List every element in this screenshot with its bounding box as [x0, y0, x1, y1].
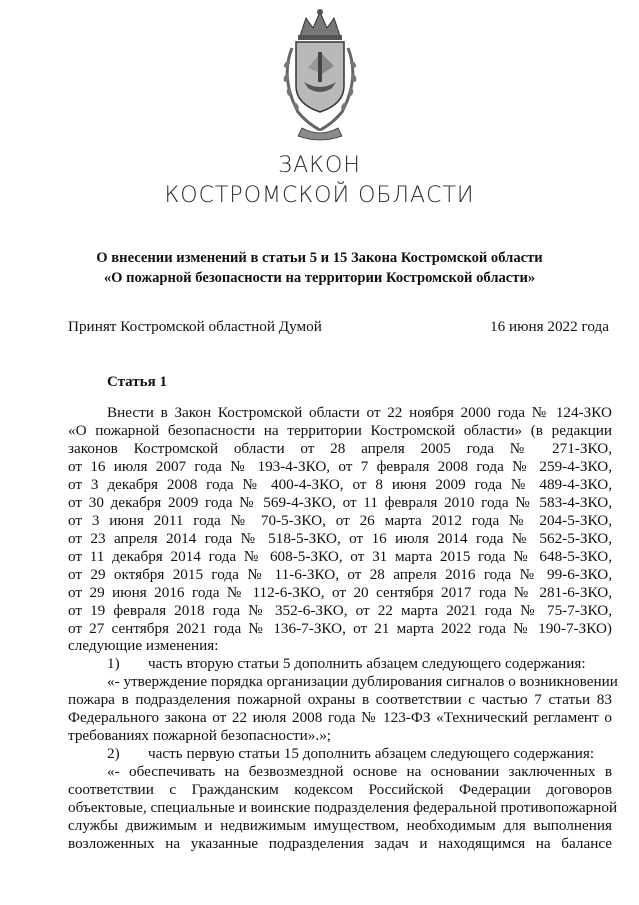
- article-text-line: от 27 сентября 2021 года № 136-7-ЗКО, от 21 марта 2022 года № 190-7-ЗКО): [68, 620, 612, 637]
- quote-line: «- обеспечивать на безвозмездной основе на основании заключенных в: [107, 763, 612, 780]
- article-text-line: следующие изменения:: [68, 637, 219, 654]
- item-text: часть первую статьи 15 дополнить абзацем следующего содержания:: [148, 745, 595, 762]
- quote-line: объектовые, специальные и воинские подразделения федеральной противопожарной: [68, 799, 618, 816]
- article-text-line: законов Костромской области от 28 апреля 2005 года № 271-ЗКО,: [68, 440, 612, 457]
- document-title-line-1: О внесении изменений в статьи 5 и 15 Закона Костромской области: [96, 250, 543, 266]
- article-text-line: Внести в Закон Костромской области от 22 ноября 2000 года № 124-ЗКО: [107, 404, 612, 421]
- quote-line: возложенных на указанные подразделения задач и находящимся на балансе: [68, 835, 612, 852]
- quote-line: Федерального закона от 22 июля 2008 года № 123-ФЗ «Технический регламент о: [68, 709, 612, 726]
- article-text-line: от 23 апреля 2014 года № 518-5-ЗКО, от 16 июля 2014 года № 562-5-ЗКО,: [68, 530, 612, 547]
- region-title: КОСТРОМСКОЙ ОБЛАСТИ: [164, 183, 475, 208]
- quote-line: требованиях пожарной безопасности».»;: [68, 727, 332, 744]
- item-text: часть вторую статьи 5 дополнить абзацем следующего содержания:: [148, 655, 586, 672]
- article-heading: Статья 1: [107, 374, 167, 390]
- item-number: 1): [107, 655, 120, 672]
- item-number: 2): [107, 745, 120, 762]
- article-text-line: от 3 июня 2011 года № 70-5-ЗКО, от 26 марта 2012 года № 204-5-ЗКО,: [68, 512, 612, 529]
- article-text-line: от 11 декабря 2014 года № 608-5-ЗКО, от 31 марта 2015 года № 648-5-ЗКО,: [68, 548, 612, 565]
- quote-line: пожара в подразделения пожарной охраны в соответствии с частью 7 статьи 83: [68, 691, 612, 708]
- article-text-line: от 30 декабря 2009 года № 569-4-ЗКО, от 11 февраля 2010 года № 583-4-ЗКО,: [68, 494, 612, 511]
- article-text-line: от 29 октября 2015 года № 11-6-ЗКО, от 28 апреля 2016 года № 99-6-ЗКО,: [68, 566, 612, 583]
- adoption-date: 16 июня 2022 года: [489, 318, 609, 335]
- quote-line: «- утверждение порядка организации дублирования сигналов о возникновении: [107, 673, 618, 690]
- article-text-line: от 16 июля 2007 года № 193-4-ЗКО, от 7 февраля 2008 года № 259-4-ЗКО,: [68, 458, 612, 475]
- article-text-line: от 19 февраля 2018 года № 352-6-ЗКО, от 22 марта 2021 года № 75-7-ЗКО,: [68, 602, 612, 619]
- article-text-line: от 29 июня 2016 года № 112-6-ЗКО, от 20 сентября 2017 года № 281-6-ЗКО,: [68, 584, 612, 601]
- law-title: ЗАКОН: [278, 153, 361, 178]
- document-title-line-2: «О пожарной безопасности на территории Костромской области»: [103, 270, 536, 286]
- article-text-line: «О пожарной безопасности на территории Костромской области» (в редакции: [68, 422, 612, 439]
- quote-line: соответствии с Гражданским кодексом Российской Федерации договоров: [68, 781, 612, 798]
- article-text-line: от 3 декабря 2008 года № 400-4-ЗКО, от 8 июня 2009 года № 489-4-ЗКО,: [68, 476, 612, 493]
- quote-line: службы движимым и недвижимым имуществом, необходимым для выполнения: [68, 817, 612, 834]
- coat-of-arms-emblem: [272, 8, 368, 143]
- adopted-by: Принят Костромской областной Думой: [68, 318, 322, 335]
